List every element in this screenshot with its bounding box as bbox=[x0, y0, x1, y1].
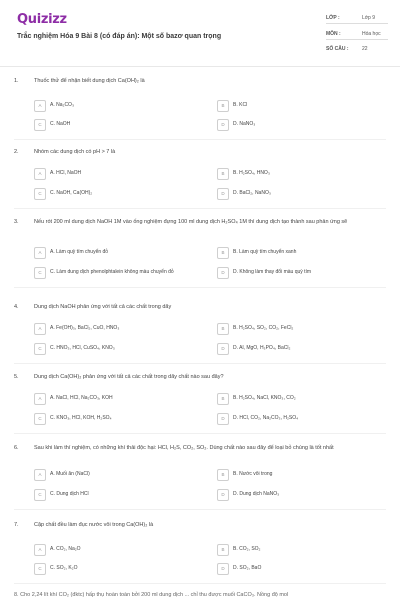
option-letter-box: D bbox=[217, 188, 229, 200]
option-text: A. CO₂, Na₂O bbox=[50, 546, 81, 552]
question-text: Cặp chất đều làm đục nước vôi trong Ca(OH)₂ là bbox=[34, 522, 154, 528]
header bbox=[0, 0, 400, 67]
option-letter-box: A bbox=[34, 323, 46, 335]
option-letter-box: C bbox=[34, 267, 46, 279]
option-letter-box: D bbox=[217, 343, 229, 355]
option-letter-box: C bbox=[34, 563, 46, 575]
question-text: 8. Cho 2,24 lít khí CO₂ (đktc) hấp thụ hoàn toàn bởi 200 ml dung dịch ... chỉ thu được muối CaCO₃. Nồng độ mol bbox=[14, 592, 289, 598]
answer-option-a[interactable] bbox=[34, 247, 200, 259]
answer-option-a[interactable] bbox=[34, 469, 200, 481]
option-text: B. H₂SO₄, HNO₃ bbox=[233, 170, 270, 176]
question-text: Dung dịch Ca(OH)₂ phản ứng với tất cả các chất trong dãy chất nào sau đây? bbox=[34, 374, 224, 380]
question-text: Dung dịch NaOH phản ứng với tất cả các chất trong dãy bbox=[34, 304, 172, 310]
option-text: C. SO₂, K₂O bbox=[50, 565, 78, 571]
option-text: A. HCl, NaOH bbox=[50, 170, 82, 176]
option-letter-box: A bbox=[34, 168, 46, 180]
answer-option-b[interactable] bbox=[217, 247, 383, 259]
option-text: A. Fe(OH)₃, BaCl₂, CuO, HNO₃ bbox=[50, 325, 120, 331]
meta-key: SỐ CÂU : bbox=[326, 46, 349, 52]
option-text: D. Không làm thay đổi màu quỳ tím bbox=[233, 269, 312, 275]
page-title: Trắc nghiệm Hóa 9 Bài 8 (có đáp án): Một số bazơ quan trọng bbox=[17, 33, 222, 40]
option-text: D. Al, MgO, H₃PO₄, BaCl₂ bbox=[233, 345, 291, 351]
option-letter-box: B bbox=[217, 323, 229, 335]
option-text: A. Muối ăn (NaCl) bbox=[50, 471, 90, 477]
option-letter-box: D bbox=[217, 267, 229, 279]
question-number: 3. bbox=[14, 219, 19, 225]
question-divider bbox=[14, 509, 386, 510]
option-letter-box: C bbox=[34, 489, 46, 501]
meta-key: LỚP : bbox=[326, 15, 340, 21]
option-text: C. NaOH bbox=[50, 121, 71, 127]
option-letter-box: C bbox=[34, 343, 46, 355]
meta-divider bbox=[326, 23, 388, 24]
option-letter-box: B bbox=[217, 168, 229, 180]
answer-option-b[interactable] bbox=[217, 100, 383, 112]
option-letter-box: B bbox=[217, 393, 229, 405]
answer-option-a[interactable] bbox=[34, 393, 200, 405]
option-text: B. Làm quỳ tím chuyển xanh bbox=[233, 249, 297, 255]
question-divider bbox=[14, 139, 386, 140]
meta-divider bbox=[326, 39, 388, 40]
answer-option-a[interactable] bbox=[34, 323, 200, 335]
answer-option-a[interactable] bbox=[34, 544, 200, 556]
option-text: C. NaOH, Ca(OH)₂ bbox=[50, 190, 93, 196]
question-text: Nhóm các dung dịch có pH > 7 là bbox=[34, 149, 116, 155]
option-letter-box: D bbox=[217, 489, 229, 501]
answer-option-c[interactable] bbox=[34, 413, 200, 425]
question-number: 6. bbox=[14, 445, 19, 451]
answer-option-a[interactable] bbox=[34, 168, 200, 180]
answer-option-d[interactable] bbox=[217, 489, 383, 501]
answer-option-b[interactable] bbox=[217, 393, 383, 405]
answer-option-c[interactable] bbox=[34, 119, 200, 131]
question-number: 1. bbox=[14, 78, 19, 84]
meta-value: 22 bbox=[362, 46, 368, 52]
answer-option-c[interactable] bbox=[34, 563, 200, 575]
option-text: D. Dung dịch NaNO₃ bbox=[233, 491, 280, 497]
answer-option-b[interactable] bbox=[217, 469, 383, 481]
answer-option-c[interactable] bbox=[34, 343, 200, 355]
answer-option-d[interactable] bbox=[217, 119, 383, 131]
question-number: 7. bbox=[14, 522, 19, 528]
option-text: B. KCl bbox=[233, 102, 248, 108]
option-text: B. H₂SO₄, NaCl, KNO₃, CO₂ bbox=[233, 395, 296, 401]
question-divider bbox=[14, 583, 386, 584]
option-letter-box: B bbox=[217, 247, 229, 259]
option-letter-box: A bbox=[34, 469, 46, 481]
option-letter-box: A bbox=[34, 100, 46, 112]
option-text: A. NaCl, HCl, Na₂CO₃, KOH bbox=[50, 395, 113, 401]
answer-option-d[interactable] bbox=[217, 267, 383, 279]
option-letter-box: A bbox=[34, 544, 46, 556]
answer-option-c[interactable] bbox=[34, 188, 200, 200]
option-letter-box: A bbox=[34, 247, 46, 259]
question-divider bbox=[14, 363, 386, 364]
option-text: A. Làm quỳ tím chuyển đỏ bbox=[50, 249, 109, 255]
option-letter-box: C bbox=[34, 119, 46, 131]
option-text: D. HCl, CO₂, Na₂CO₃, H₂SO₄ bbox=[233, 415, 299, 421]
option-text: B. CO₂, SO₂ bbox=[233, 546, 261, 552]
option-text: A. Na₂CO₃ bbox=[50, 102, 74, 108]
option-text: C. Làm dung dịch phenolphtalein không màu chuyển đỏ bbox=[50, 269, 174, 275]
option-letter-box: D bbox=[217, 563, 229, 575]
question-number: 5. bbox=[14, 374, 19, 380]
option-letter-box: B bbox=[217, 469, 229, 481]
answer-option-c[interactable] bbox=[34, 489, 200, 501]
option-text: C. Dung dịch HCl bbox=[50, 491, 89, 497]
option-letter-box: D bbox=[217, 119, 229, 131]
question-text: Nếu rót 200 ml dung dịch NaOH 1M vào ống nghiệm đựng 100 ml dung dịch H₂SO₄ 1M thì dung dịch tạo thành sau phản ứng sẽ bbox=[34, 219, 348, 225]
question-number: 4. bbox=[14, 304, 19, 310]
answer-option-b[interactable] bbox=[217, 544, 383, 556]
answer-option-d[interactable] bbox=[217, 413, 383, 425]
meta-value: Hóa học bbox=[362, 31, 381, 37]
option-text: D. BaCl₂, NaNO₃ bbox=[233, 190, 271, 196]
option-text: D. SO₂, BaO bbox=[233, 565, 262, 571]
question-divider bbox=[14, 433, 386, 434]
answer-option-b[interactable] bbox=[217, 168, 383, 180]
option-letter-box: C bbox=[34, 413, 46, 425]
option-letter-box: C bbox=[34, 188, 46, 200]
answer-option-d[interactable] bbox=[217, 188, 383, 200]
option-text: B. Nước vôi trong bbox=[233, 471, 273, 477]
option-text: C. HNO₃, HCl, CuSO₄, KNO₃ bbox=[50, 345, 115, 351]
quizizz-logo[interactable]: Quizizz bbox=[17, 12, 67, 27]
meta-key: MÔN : bbox=[326, 31, 341, 37]
option-text: C. KNO₃, HCl, KOH, H₂SO₄ bbox=[50, 415, 112, 421]
answer-option-d[interactable] bbox=[217, 563, 383, 575]
question-divider bbox=[14, 287, 386, 288]
answer-option-a[interactable] bbox=[34, 100, 200, 112]
option-letter-box: B bbox=[217, 544, 229, 556]
option-letter-box: A bbox=[34, 393, 46, 405]
question-divider bbox=[14, 208, 386, 209]
question-text: Thuốc thử để nhận biết dung dịch Ca(OH)₂ là bbox=[34, 78, 145, 84]
answer-option-c[interactable] bbox=[34, 267, 200, 279]
question-text: Sau khi làm thí nghiệm, có những khí thải độc hại: HCl, H₂S, CO₂, SO₂. Dùng chất nào sau đây để loại bỏ chúng là tốt nhất bbox=[34, 445, 334, 451]
option-letter-box: D bbox=[217, 413, 229, 425]
option-letter-box: B bbox=[217, 100, 229, 112]
answer-option-b[interactable] bbox=[217, 323, 383, 335]
meta-value: Lớp 9 bbox=[362, 15, 376, 21]
option-text: B. H₂SO₄, SO₂, CO₂, FeCl₂ bbox=[233, 325, 294, 331]
answer-option-d[interactable] bbox=[217, 343, 383, 355]
option-text: D. NaNO₃ bbox=[233, 121, 256, 127]
question-number: 2. bbox=[14, 149, 19, 155]
